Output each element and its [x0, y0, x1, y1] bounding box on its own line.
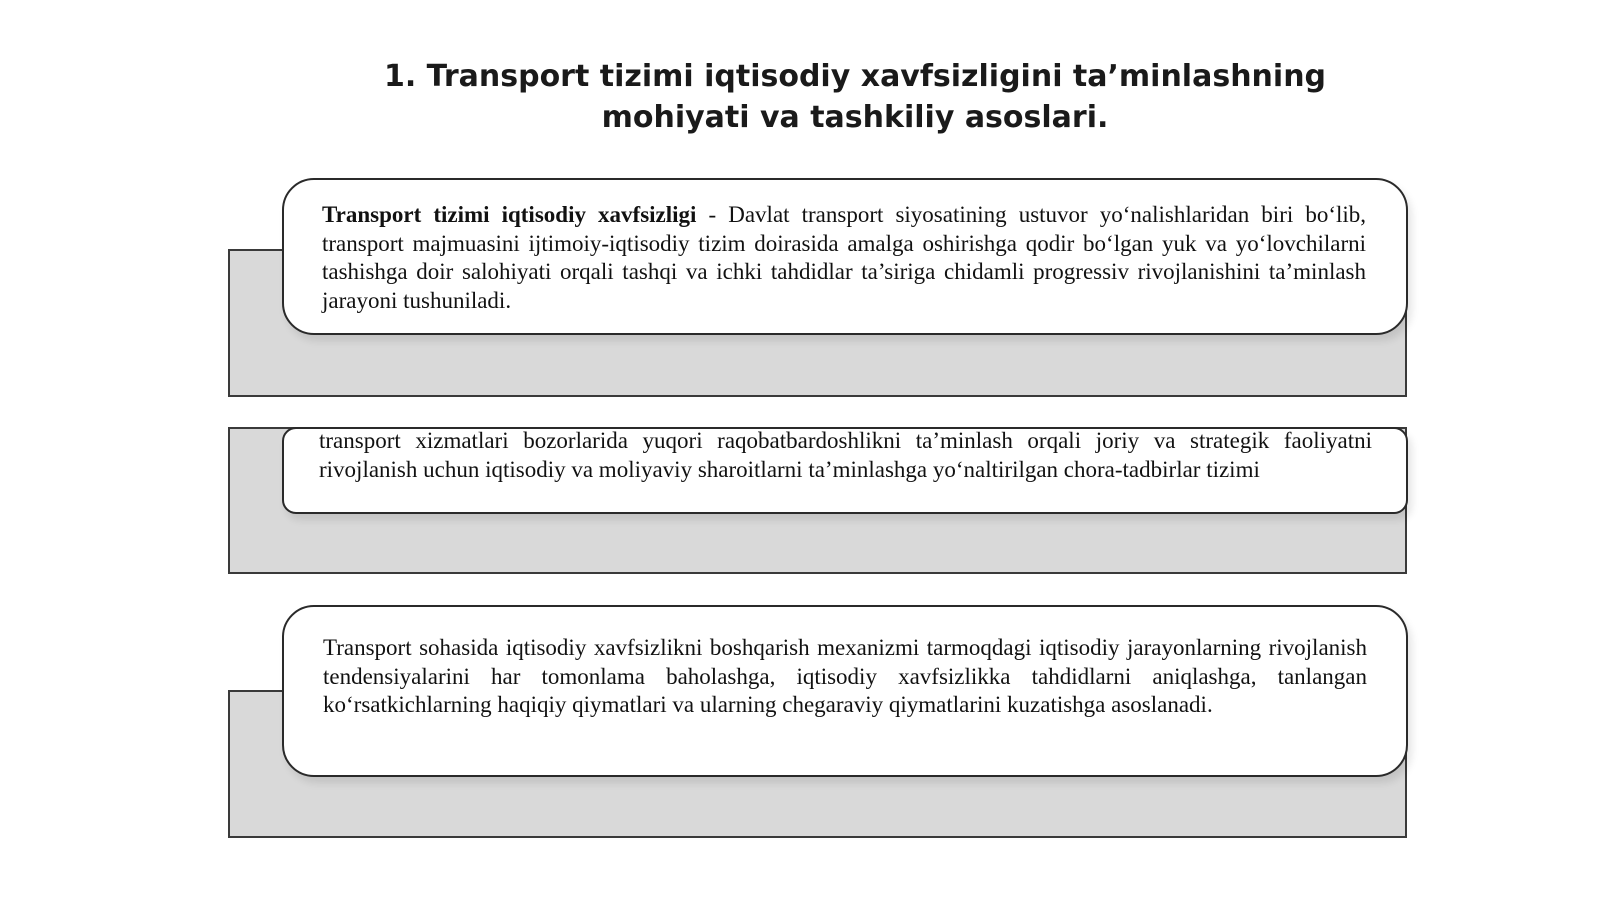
definition-term: Transport tizimi iqtisodiy xavfsizligi — [322, 202, 697, 227]
definition-text — [322, 201, 1366, 315]
title-line-1: 1. Transport tizimi iqtisodiy xavfsizligini ta’minlashning — [383, 59, 1327, 94]
mechanism-text: Transport sohasida iqtisodiy xavfsizlikni boshqarish mexanizmi tarmoqdagi iqtisodiy jarayonlarning rivojlanish tendensiyalarini har tomonlama baholashga, iqtisodiy xavfsizlikka tahdidlarni aniqlashga, tanlangan ko‘rsatkichlarning haqiqiy qiymatlari va ularning chegaraviy qiymatlarini kuzatishga asoslanadi. — [323, 635, 1367, 717]
title-line-2: mohiyati va tashkiliy asoslari. — [601, 100, 1109, 135]
definition-body: - Davlat transport siyosatining ustuvor yo‘nalishlaridan biri bo‘lib, transport majmuasini ijtimoiy-iqtisodiy tizim doirasida amalga oshirishga qodir bo‘lgan yuk va yo‘lovchilarni tashishga doir salohiyati orqali tashqi va ichki tahdidlar ta’siriga chidamli progressiv rivojlanishini ta’minlash jarayoni tushuniladi. — [322, 202, 1367, 313]
mechanism-card — [282, 605, 1408, 777]
measures-text: transport xizmatlari bozorlarida yuqori raqobatbardoshlikni ta’minlash orqali joriy va strategik faoliyatni rivojlanish uchun iqtisodiy va moliyaviy sharoitlarni ta’minlashga yo‘naltirilgan chora-tadbirlar tizimi — [319, 428, 1372, 482]
measures-card — [282, 427, 1408, 514]
definition-card — [282, 178, 1408, 335]
slide-title — [330, 56, 1380, 138]
